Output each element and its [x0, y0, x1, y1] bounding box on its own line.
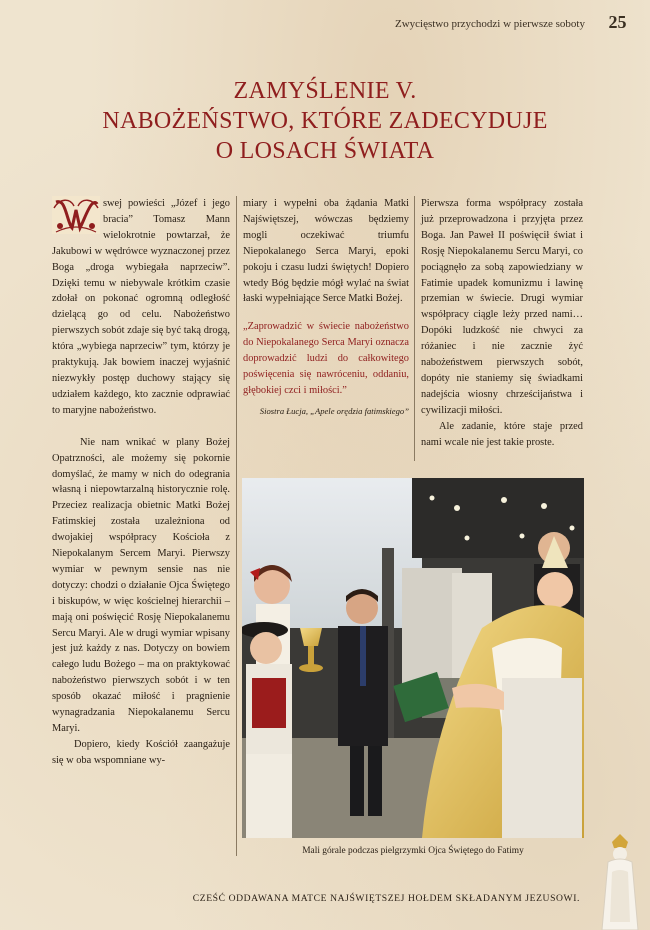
ornamental-initial-w — [52, 196, 100, 234]
paragraph: Pierwsza forma współpracy została już przeprowadzona i przyjęta przez Boga. Jan Paweł II poświęcił świat i Rosję Niepokalanemu Sercu Maryi, co pociągnęło za sobą zapowiedziany w Fatimie upadek komunizmu i lawinę przemian w świecie. Drugi wymiar współpracy ciągle leży przed nami… Dopóki ludzkość nie chwyci za różaniec i nie zacznie żyć nabożeństwem pierwszych sobót, dopóty nie staniemy się świadkami nadejścia wiosny chrześcijaństwa i cywilizacji miłości. — [421, 198, 583, 416]
paragraph: Dopiero, kiedy Kościół zaangażuje się w oba wspomniane wy- — [52, 738, 230, 766]
pull-quote: „Zaprowadzić w świecie nabożeństwo do Niepokalanego Serca Maryi oznacza doprowadzić ludzi do całkowitego poświęcenia się nawróceniu, oddaniu, głębokiej czci i miłości.” — [243, 321, 409, 396]
page-footer-motto: CZEŚĆ ODDAWANA MATCE NAJŚWIĘTSZEJ HOŁDEM SKŁADANYM JEZUSOWI. — [192, 893, 580, 904]
photo-illustration — [242, 478, 584, 838]
paragraph: Ale zadanie, które staje przed nami wcale nie jest takie proste. — [421, 420, 583, 448]
text-column-3 — [421, 196, 583, 451]
chapter-title-line-2: NABOŻEŃSTWO, KTÓRE ZADECYDUJE — [102, 108, 548, 134]
running-header: Zwycięstwo przychodzi w pierwsze soboty — [394, 18, 585, 30]
chapter-title-line-1: ZAMYŚLENIE V. — [233, 78, 417, 104]
text-column-2 — [243, 196, 409, 417]
paragraph — [52, 196, 230, 419]
chapter-title — [40, 76, 610, 166]
photo-pilgrimage — [242, 478, 584, 838]
page-number: 25 — [608, 12, 627, 32]
paragraph: Nie nam wnikać w plany Bożej Opatrzności, ale możemy się pokornie domyślać, że mamy w nich do odegrania własną i niepowtarzalną historycznie rolę. Przeciez realizacja obietnic Matki Bożej Fatimskiej została uzależniona od dwojakiej współpracy Kościoła z Niepokalanym Sercem Maryi. Pierwszy wymiar w pewnym sensie nas nie dotyczy: chodzi o działanie Ojca Świętego i biskupów, w więc kościelnej hierarchii – mają oni poświęcić Rosję Niepokalanemu Sercu Maryi. Ale w drugi wymiar wpisany jest już każdy z nas. Dotyczy on bowiem całego ludu Bożego – ma on praktykować nabożeństwo pierwszych sobót i w ten sposób okazać miłość i pragnienie wynagradzania Niepokalanemu Sercu Maryi. — [52, 436, 230, 734]
text-column-1 — [52, 196, 230, 769]
column-divider — [414, 196, 415, 461]
chapter-title-line-3: O LOSACH ŚWIATA — [215, 138, 435, 164]
quote-source: Siostra Łucja, „Apele orędzia fatimskiego” — [259, 405, 409, 416]
fatima-statue-icon — [598, 832, 642, 930]
paragraph-text: swej powieści „Józef i jego bracia” Tomasz Mann wielokrotnie powtarzał, że Jakubowi w wędrówce wyznaczonej przez Boga „droga wybiegała naprzeciw”. Dzięki temu w niebywale krótkim czasie zdołał on pokonać ogromną odległość dzielącą go od celu. Nabożeństwo pierwszych sobót zdaje się być taką drogą, która „wybiega naprzeciw” tym, którzy je praktykują. Jak bowiem inaczej wyjaśnić niezwykły postęp duchowy stający się udziałem każdego, kto zacznie odprawiać to maryjne nabożeństwo. — [52, 198, 230, 416]
paragraph: miary i wypełni oba żądania Matki Najświętszej, wówczas będziemy mogli oczekiwać triumfu Niepokalanego Serca Maryi, epoki pokoju i czasu ludzi świętych! Dopiero wtedy Bóg będzie mógł wylać na świat łaski wypełniające Serce Matki Bożej. — [243, 198, 409, 305]
photo-caption: Mali górale podczas pielgrzymki Ojca Świętego do Fatimy — [302, 846, 524, 856]
column-divider — [236, 196, 237, 856]
